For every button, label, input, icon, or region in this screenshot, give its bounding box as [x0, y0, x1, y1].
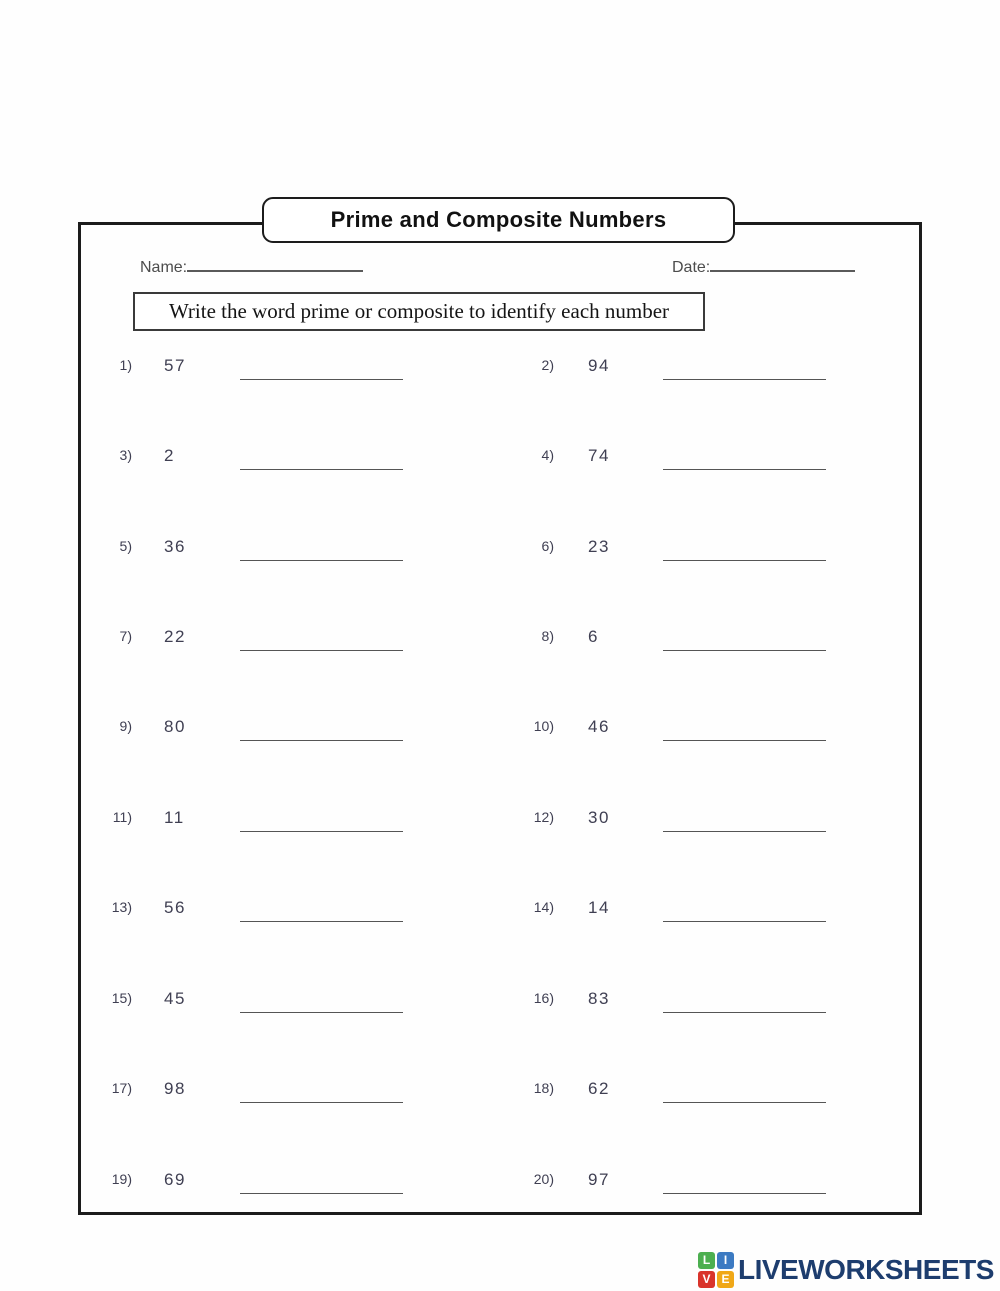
answer-blank-line[interactable] [240, 830, 403, 832]
liveworksheets-logo-icon [698, 1252, 735, 1289]
question-number: 11) [112, 809, 132, 825]
answer-blank-line[interactable] [663, 830, 826, 832]
question-value: 45 [164, 989, 186, 1008]
answer-blank-line[interactable] [240, 1101, 403, 1103]
question-row [0, 808, 1000, 848]
name-label: Name: [140, 259, 188, 276]
answer-blank-line[interactable] [240, 649, 403, 651]
question-number: 4) [541, 447, 554, 463]
question-value: 6 [588, 627, 599, 646]
question-number: 6) [541, 538, 554, 554]
question-number: 20) [533, 1171, 554, 1187]
question-value: 69 [164, 1170, 186, 1189]
instruction-text: Write the word prime or composite to identify each number [168, 299, 670, 323]
answer-blank-line[interactable] [663, 649, 826, 651]
page-title: Prime and Composite Numbers [330, 207, 667, 232]
date-blank-line[interactable] [710, 258, 855, 272]
question-value: 11 [164, 808, 185, 827]
question-number: 10) [533, 718, 554, 734]
question-number: 17) [111, 1080, 132, 1096]
name-blank-line[interactable] [187, 258, 363, 272]
question-value: 94 [588, 356, 610, 375]
question-value: 98 [164, 1079, 186, 1098]
question-value: 23 [588, 537, 610, 556]
question-number: 14) [533, 899, 554, 915]
answer-blank-line[interactable] [240, 920, 403, 922]
brand-name: LIVEWORKSHEETS [738, 1254, 994, 1285]
date-label: Date: [672, 259, 711, 276]
answer-blank-line[interactable] [663, 739, 826, 741]
question-number: 8) [541, 628, 554, 644]
answer-blank-line[interactable] [663, 1101, 826, 1103]
answer-blank-line[interactable] [240, 1011, 403, 1013]
answer-blank-line[interactable] [663, 559, 826, 561]
question-value: 2 [164, 446, 175, 465]
answer-blank-line[interactable] [663, 1011, 826, 1013]
question-row [0, 537, 1000, 577]
question-value: 83 [588, 989, 610, 1008]
answer-blank-line[interactable] [240, 378, 403, 380]
question-row [0, 989, 1000, 1029]
answer-blank-line[interactable] [240, 468, 403, 470]
question-row [0, 627, 1000, 667]
question-number: 9) [119, 718, 132, 734]
question-row [0, 717, 1000, 757]
question-value: 22 [164, 627, 186, 646]
question-number: 2) [541, 357, 554, 373]
footer-brand [698, 1249, 994, 1291]
question-value: 97 [588, 1170, 610, 1189]
question-value: 14 [588, 898, 610, 917]
name-field [140, 258, 363, 277]
question-number: 7) [119, 628, 132, 644]
question-number: 3) [119, 447, 132, 463]
question-value: 56 [164, 898, 186, 917]
question-number: 18) [533, 1080, 554, 1096]
question-number: 12) [533, 809, 554, 825]
question-value: 30 [588, 808, 610, 827]
question-number: 16) [533, 990, 554, 1006]
question-row [0, 356, 1000, 396]
date-field [672, 258, 855, 277]
logo-letter-e: E [717, 1271, 734, 1288]
meta-row [0, 258, 1000, 282]
answer-blank-line[interactable] [240, 1192, 403, 1194]
answer-blank-line[interactable] [663, 378, 826, 380]
logo-letter-v: V [698, 1271, 715, 1288]
answer-blank-line[interactable] [240, 739, 403, 741]
question-row [0, 1170, 1000, 1210]
answer-blank-line[interactable] [663, 1192, 826, 1194]
question-value: 74 [588, 446, 610, 465]
question-value: 62 [588, 1079, 610, 1098]
logo-letter-l: L [698, 1252, 715, 1269]
question-number: 19) [111, 1171, 132, 1187]
question-row [0, 1079, 1000, 1119]
logo-letter-i: I [717, 1252, 734, 1269]
question-value: 46 [588, 717, 610, 736]
question-number: 5) [119, 538, 132, 554]
question-number: 1) [119, 357, 132, 373]
question-number: 15) [111, 990, 132, 1006]
question-number: 13) [111, 899, 132, 915]
question-row [0, 446, 1000, 486]
question-value: 57 [164, 356, 186, 375]
question-row [0, 898, 1000, 938]
question-value: 36 [164, 537, 186, 556]
answer-blank-line[interactable] [240, 559, 403, 561]
answer-blank-line[interactable] [663, 920, 826, 922]
answer-blank-line[interactable] [663, 468, 826, 470]
title-box [262, 197, 735, 243]
question-value: 80 [164, 717, 186, 736]
